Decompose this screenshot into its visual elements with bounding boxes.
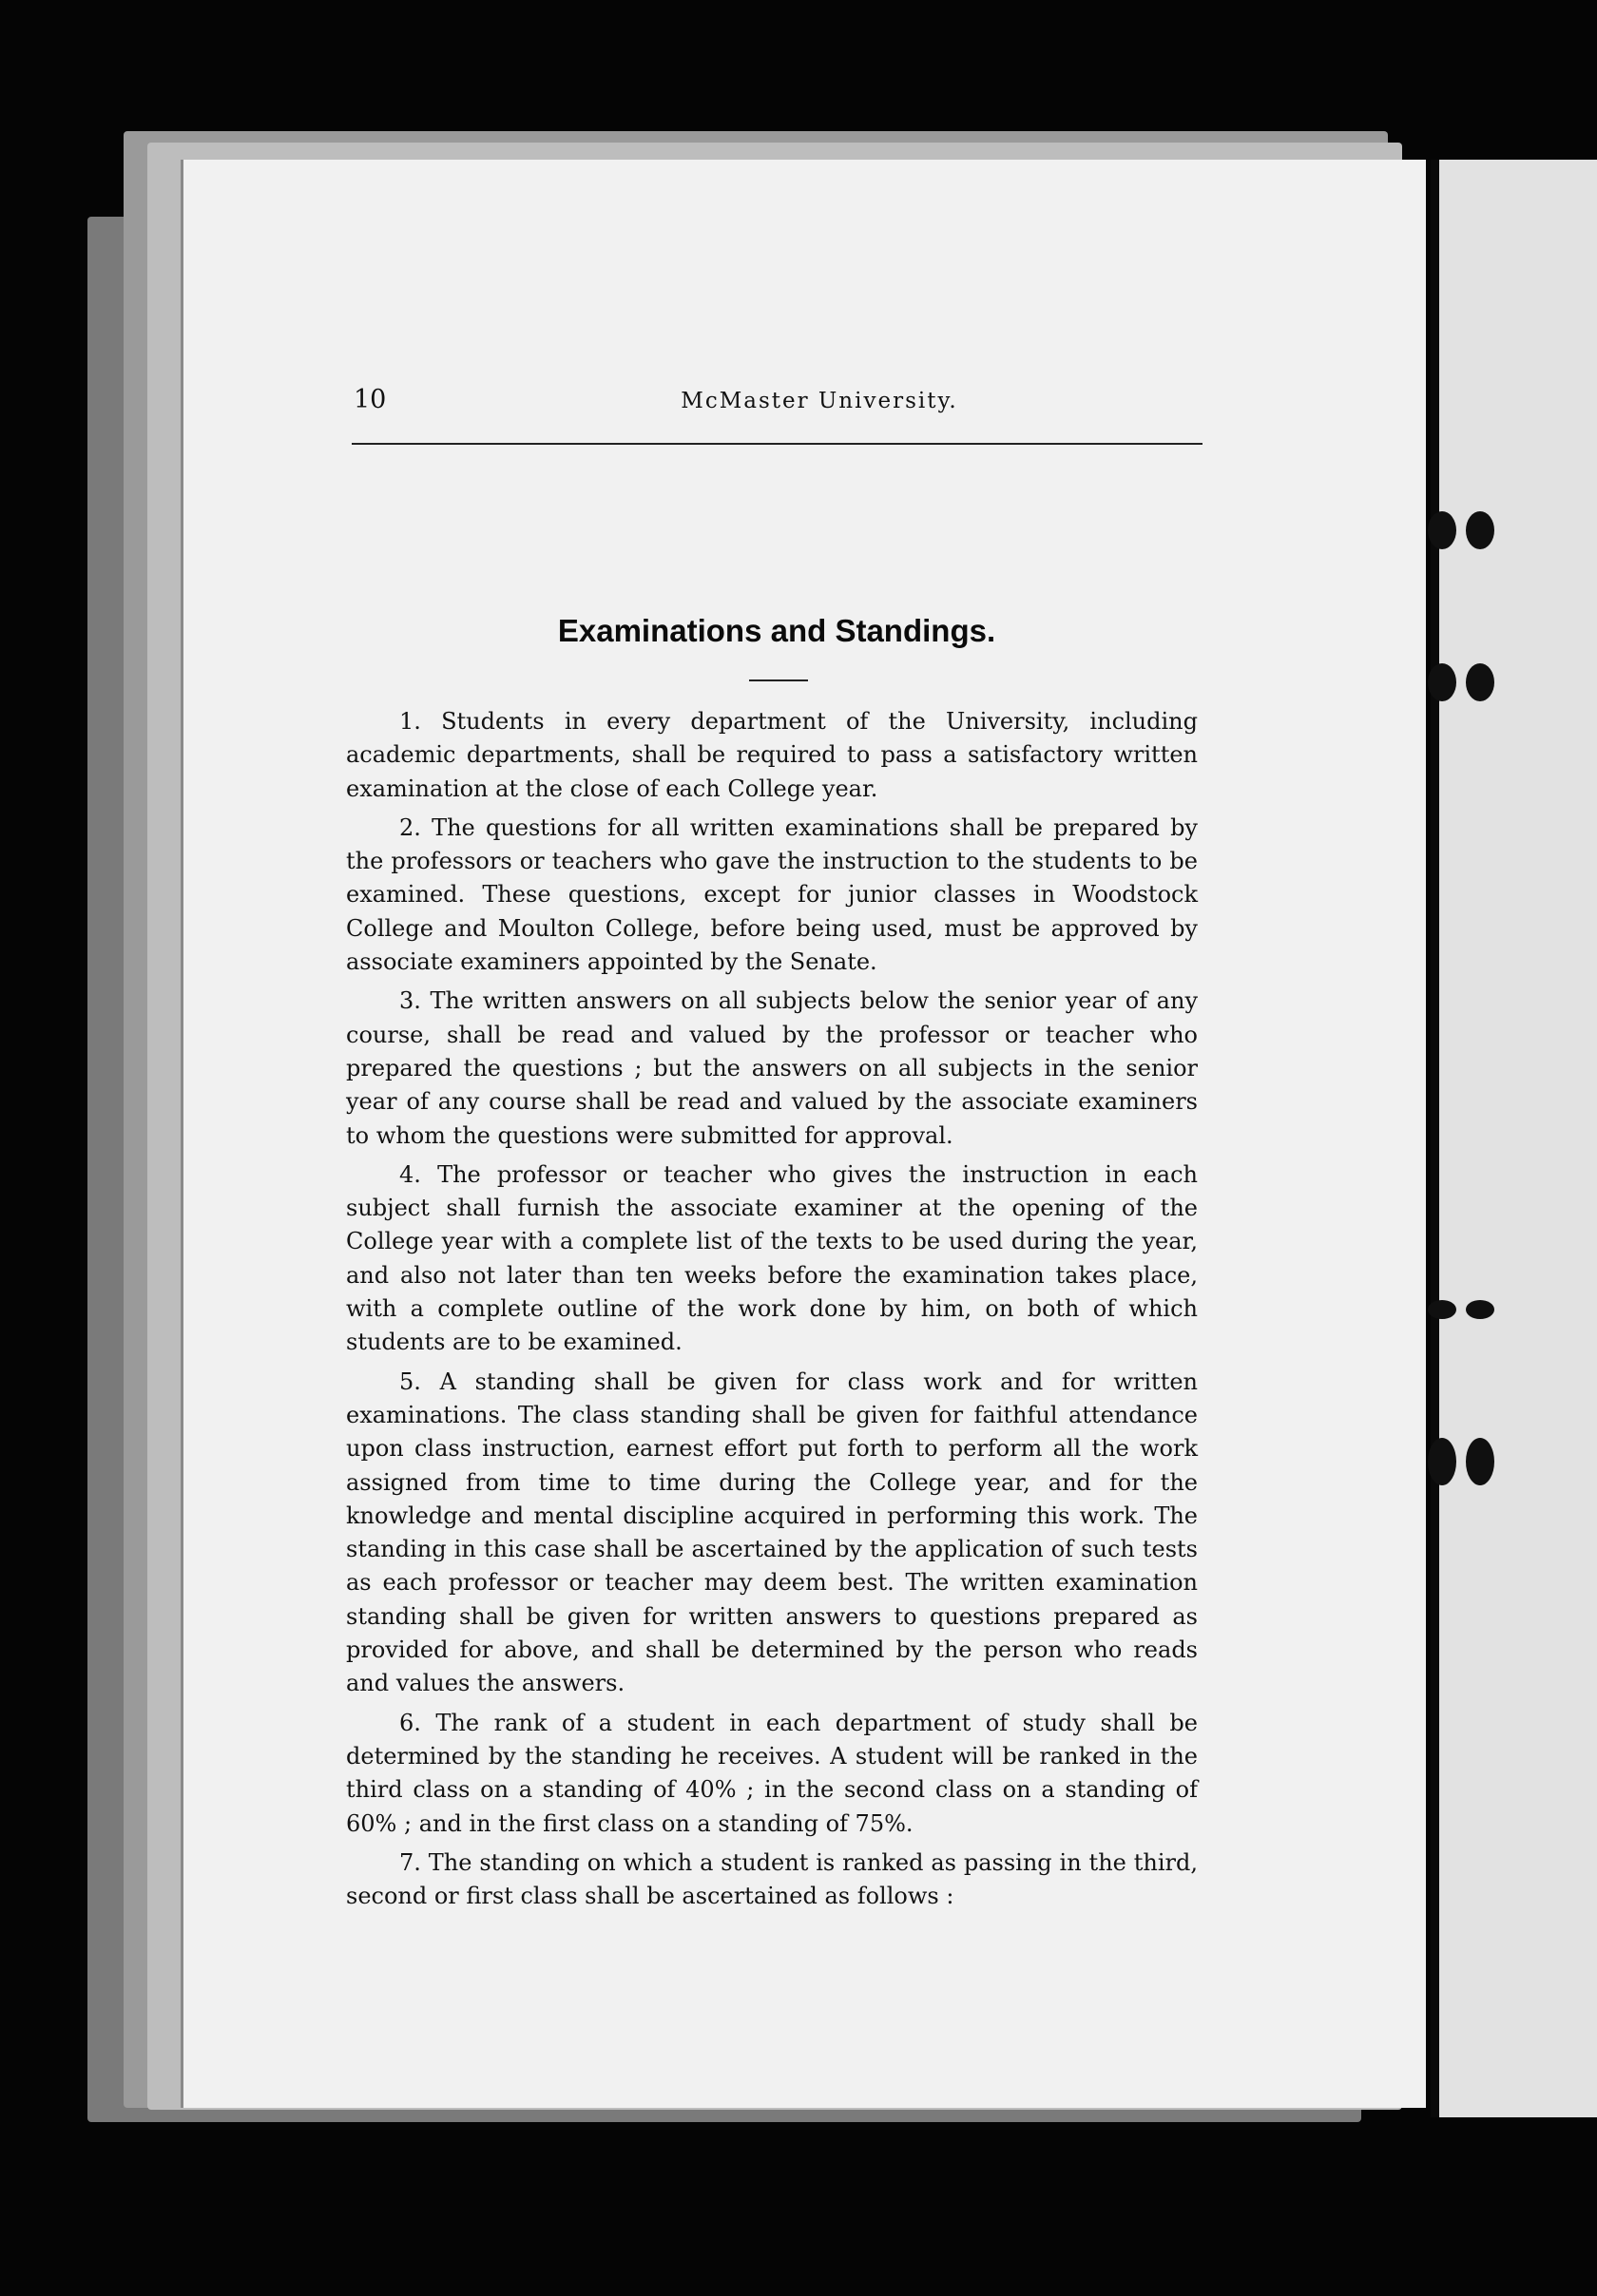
paragraph-3: 3. The written answers on all subjects below the senior year of any course, shall be read and valued by the professor or teacher who prepared the questions ; but the answers on all subjects in the senior year of any course shall be read and valued by the associate examiners to whom the questions were submitted for approval. [346, 987, 1198, 1149]
binding-hole [1466, 1438, 1494, 1485]
title-rule [749, 679, 808, 681]
paragraph-6: 6. The rank of a student in each department of study shall be determined by the standing he receives. A student will be ranked in the third class on a standing of 40% ; in the second class on a standing of 60% ; and in the first class on a standing of 75%. [346, 1709, 1198, 1837]
paragraph-4: 4. The professor or teacher who gives the instruction in each subject shall furnish the associate examiner at the opening of the College year with a complete list of the texts to be used during the year, and also not later than ten weeks before the examination takes place, with a complete outline of the work done by him, on both of which students are to be examined. [346, 1160, 1198, 1356]
binding-hole [1428, 1438, 1456, 1485]
paragraph-5: 5. A standing shall be given for class work and for written examinations. The class standing shall be given for faithful attendance upon class instruction, earnest effort put forth to perform all the work assigned from time to time during the College year, and for the knowledge and mental discipline acquired in performing this work. The standing in this case shall be ascertained by the application of such tests as each professor or teacher may deem best. The written examination standing shall be given for written answers to questions prepared as provided for above, and shall be determined by the person who reads and values the answers. [346, 1368, 1198, 1697]
page-number: 10 [354, 385, 387, 414]
paragraph-2: 2. The questions for all written examinations shall be prepared by the professors or teachers who gave the instruction to the students to be examined. These questions, except for junior classes in Woodstock College and Moulton College, before being used, must be approved by associate examiners appointed by the Senate. [346, 813, 1198, 976]
header-rule [352, 443, 1203, 445]
paragraph-7: 7. The standing on which a student is ranked as passing in the third, second or first class shall be ascertained as follows : [346, 1848, 1198, 1910]
page-header [354, 385, 1200, 423]
binding-hole [1466, 1300, 1494, 1319]
binding-hole [1428, 663, 1456, 701]
binding-hole [1428, 511, 1456, 549]
running-head: McMaster University. [681, 389, 958, 413]
paragraph-1: 1. Students in every department of the University, including academic departments, shall be required to pass a satisfactory written examination at the close of each College year. [346, 708, 1198, 802]
body-text [346, 705, 1198, 1919]
section-title: Examinations and Standings. [557, 613, 996, 648]
binding-hole [1466, 663, 1494, 701]
binding-hole [1466, 511, 1494, 549]
binding-hole [1428, 1300, 1456, 1319]
adjacent-page-edge [1431, 160, 1597, 2117]
